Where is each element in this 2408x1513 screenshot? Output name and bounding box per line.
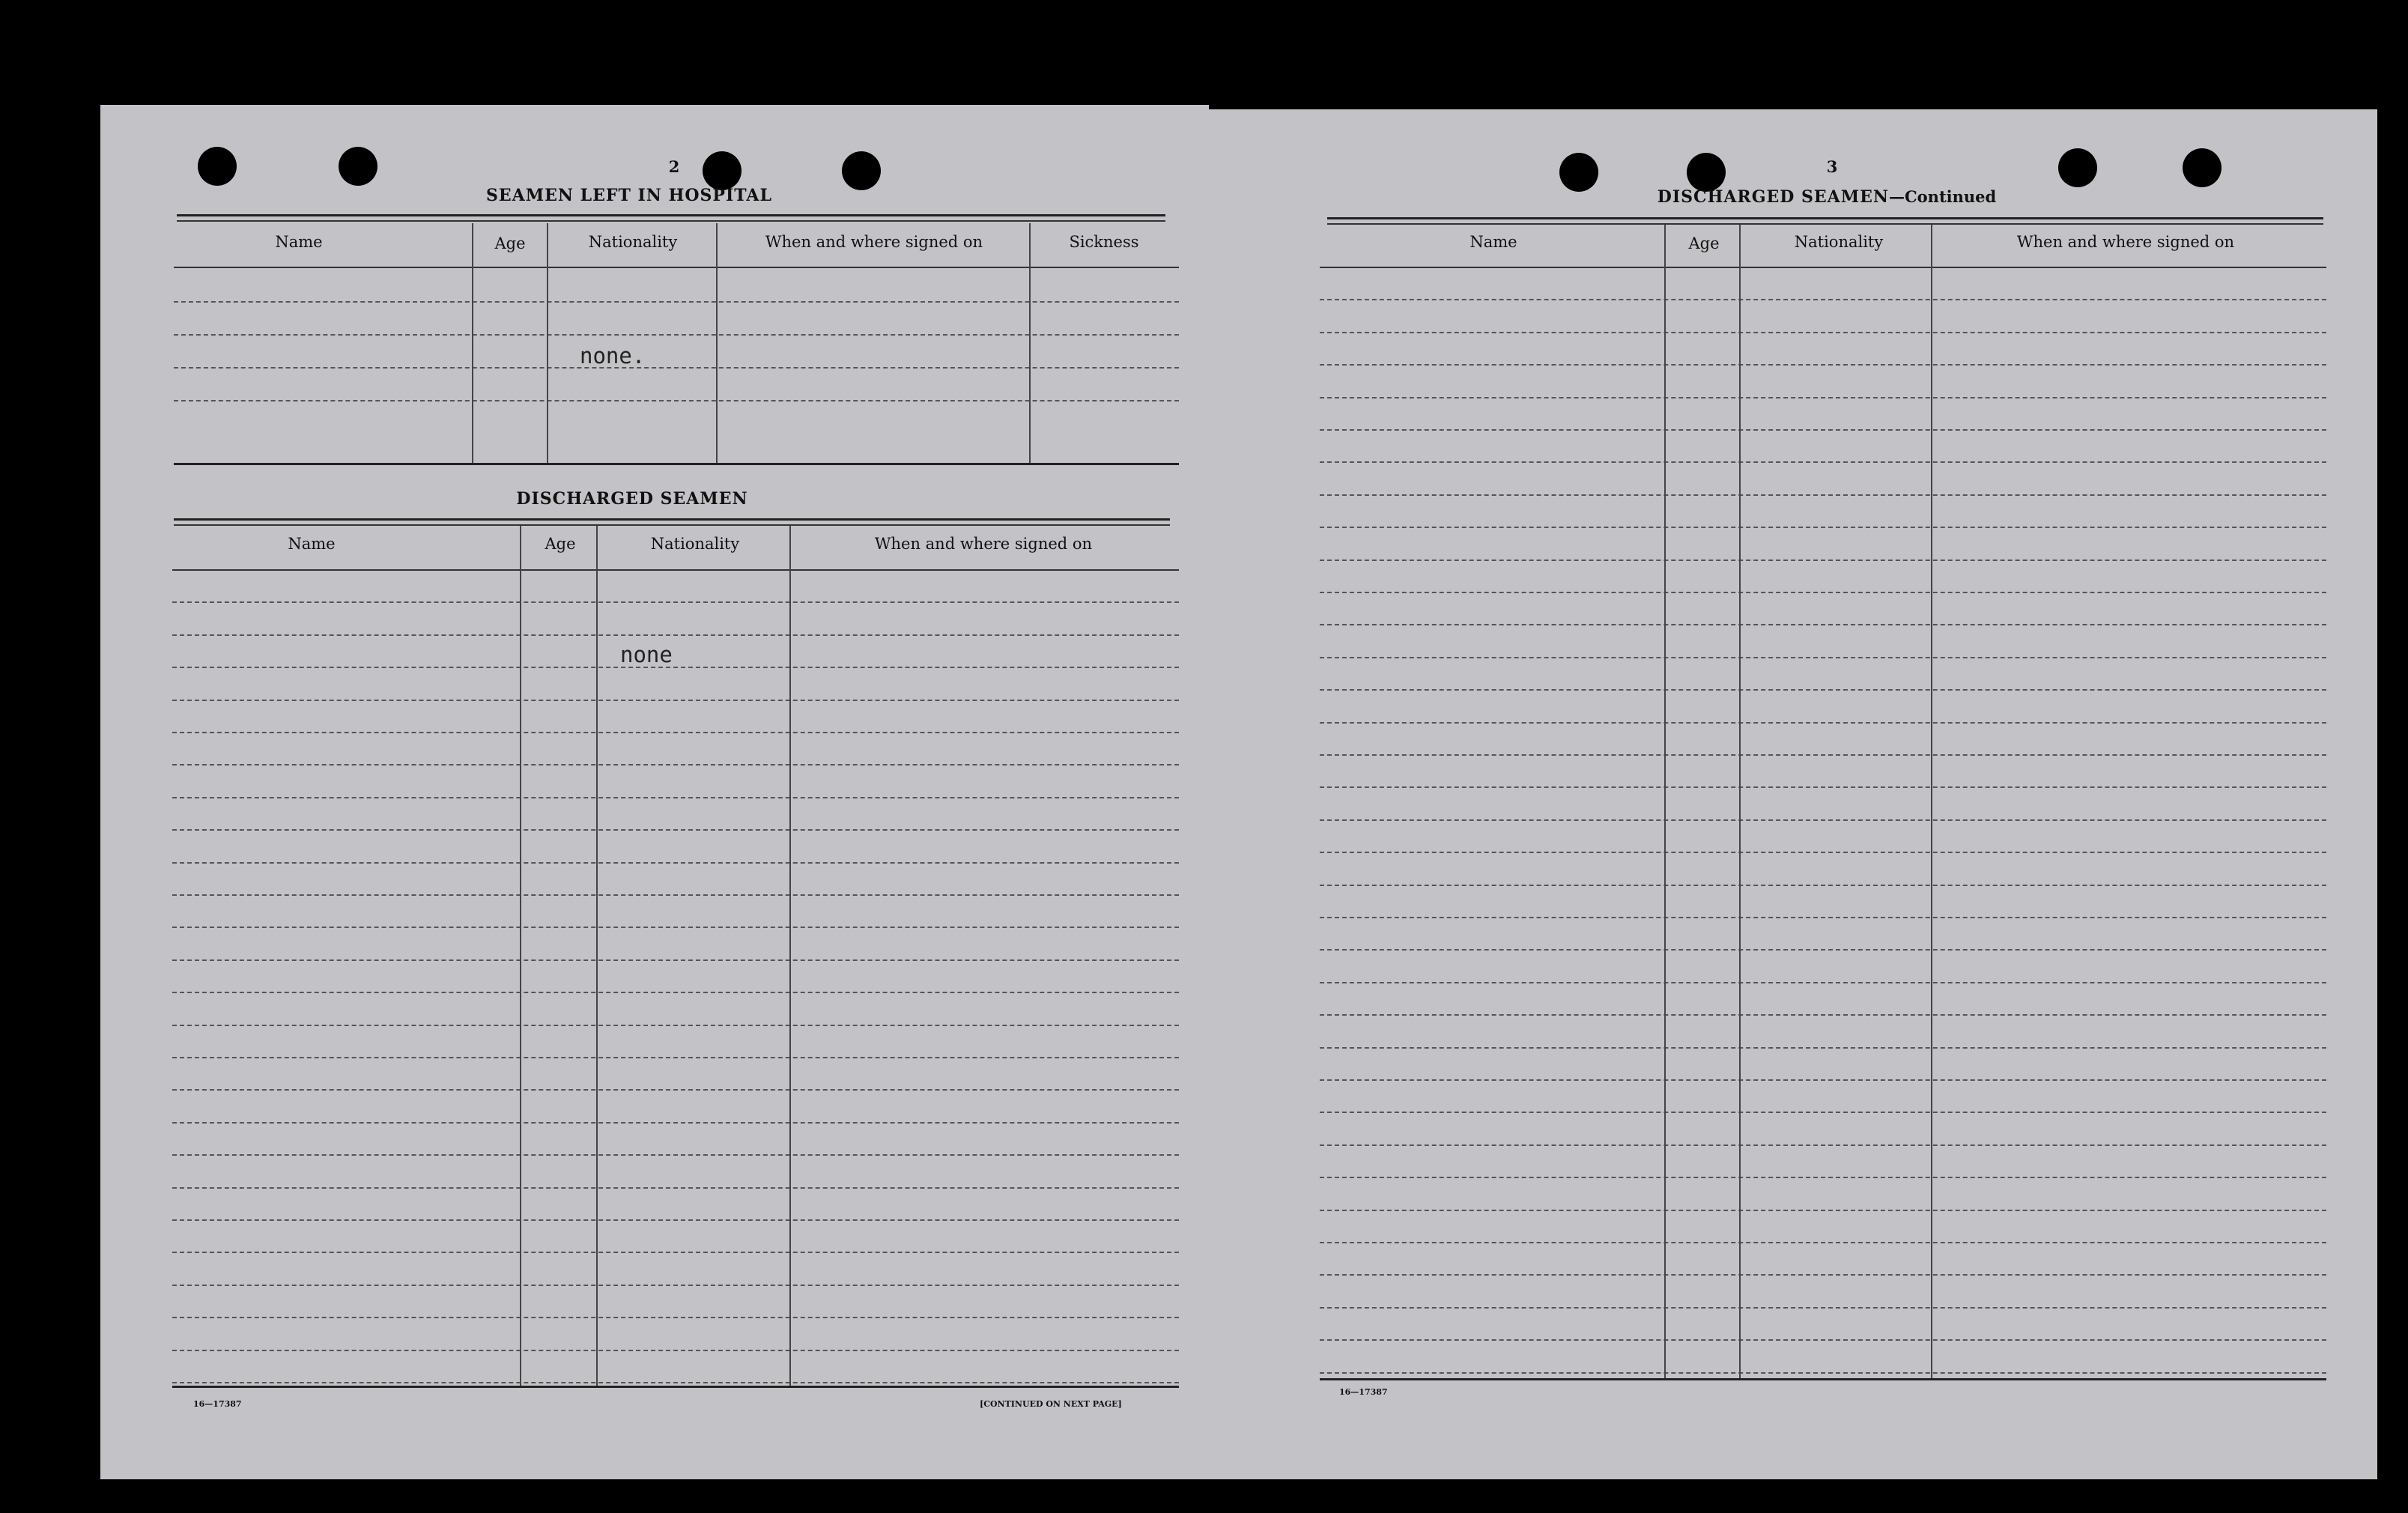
row-line bbox=[172, 1089, 1179, 1091]
row-line bbox=[1320, 1339, 2326, 1341]
right-page bbox=[1209, 109, 2377, 1479]
table-top-rule bbox=[174, 524, 1170, 526]
row-line bbox=[1320, 592, 2326, 593]
punch-hole bbox=[703, 151, 741, 190]
title-main: DISCHARGED SEAMEN bbox=[1657, 187, 1889, 207]
title-suffix: —Continued bbox=[1888, 187, 1997, 206]
row-line bbox=[172, 1154, 1179, 1156]
row-line bbox=[172, 1057, 1179, 1058]
row-line bbox=[172, 764, 1179, 765]
row-line bbox=[1320, 397, 2326, 398]
row-line bbox=[1320, 1144, 2326, 1146]
table-bottom-rule bbox=[1320, 1378, 2326, 1380]
row-line bbox=[172, 959, 1179, 961]
row-line bbox=[1320, 461, 2326, 463]
row-line bbox=[1320, 1014, 2326, 1016]
table-bottom-rule bbox=[174, 463, 1179, 465]
row-line bbox=[172, 894, 1179, 896]
row-line bbox=[1320, 1177, 2326, 1178]
column-header-signed-on: When and where signed on bbox=[2016, 233, 2235, 251]
table-top-rule bbox=[177, 220, 1165, 222]
row-line bbox=[1320, 560, 2326, 561]
row-line bbox=[1320, 885, 2326, 886]
row-line bbox=[1320, 657, 2326, 658]
column-header-nationality: Nationality bbox=[588, 233, 678, 251]
row-line bbox=[1320, 852, 2326, 853]
column-header-sickness: Sickness bbox=[1069, 233, 1139, 251]
punch-hole bbox=[1687, 153, 1726, 192]
column-header-age: Age bbox=[1688, 234, 1720, 252]
punch-hole bbox=[198, 147, 237, 186]
column-divider bbox=[596, 526, 598, 1386]
row-line bbox=[1320, 1372, 2326, 1374]
column-divider bbox=[789, 526, 791, 1386]
row-line bbox=[1320, 1242, 2326, 1243]
column-header-name: Name bbox=[275, 233, 323, 251]
row-line bbox=[1320, 786, 2326, 788]
row-line bbox=[1320, 722, 2326, 724]
row-line bbox=[172, 700, 1179, 701]
hospital-entry: none. bbox=[580, 343, 646, 369]
hospital-section-title: SEAMEN LEFT IN HOSPITAL bbox=[486, 186, 772, 205]
row-line bbox=[1320, 1210, 2326, 1211]
row-line bbox=[172, 1025, 1179, 1026]
row-line bbox=[1320, 819, 2326, 821]
left-page bbox=[100, 105, 1209, 1479]
row-line bbox=[172, 1252, 1179, 1253]
table-bottom-rule bbox=[172, 1386, 1179, 1388]
page-number: 3 bbox=[1826, 157, 1838, 176]
row-line bbox=[172, 927, 1179, 928]
table-top-rule bbox=[1327, 217, 2323, 219]
row-line bbox=[1320, 1274, 2326, 1276]
column-header-signed-on: When and where signed on bbox=[765, 233, 983, 251]
row-line bbox=[1320, 624, 2326, 625]
row-line bbox=[172, 601, 1179, 603]
row-line bbox=[1320, 982, 2326, 983]
column-header-nationality: Nationality bbox=[1794, 233, 1884, 251]
row-line bbox=[172, 1219, 1179, 1221]
table-top-rule bbox=[1327, 223, 2323, 225]
row-line bbox=[174, 301, 1179, 303]
punch-hole bbox=[2183, 148, 2222, 187]
row-line bbox=[172, 1285, 1179, 1286]
header-bottom-rule bbox=[172, 569, 1179, 571]
row-line bbox=[172, 1350, 1179, 1351]
continued-note: [CONTINUED ON NEXT PAGE] bbox=[980, 1399, 1122, 1409]
punch-hole bbox=[842, 151, 881, 190]
row-line bbox=[174, 400, 1179, 401]
row-line bbox=[1320, 1112, 2326, 1113]
column-divider bbox=[1931, 225, 1932, 1378]
row-line bbox=[1320, 917, 2326, 918]
row-line bbox=[1320, 332, 2326, 333]
column-divider bbox=[1664, 225, 1666, 1378]
row-line bbox=[172, 862, 1179, 864]
form-number: 16—17387 bbox=[1339, 1387, 1388, 1397]
column-header-signed-on: When and where signed on bbox=[874, 535, 1093, 553]
row-line bbox=[1320, 949, 2326, 950]
header-bottom-rule bbox=[174, 267, 1179, 268]
discharged-entry: none bbox=[620, 642, 673, 667]
row-line bbox=[1320, 494, 2326, 496]
row-line bbox=[1320, 299, 2326, 300]
column-header-age: Age bbox=[494, 234, 526, 252]
row-line bbox=[172, 732, 1179, 733]
page-number: 2 bbox=[668, 157, 680, 176]
row-line bbox=[172, 634, 1179, 636]
row-line bbox=[172, 992, 1179, 993]
row-line bbox=[172, 1382, 1179, 1383]
column-divider bbox=[472, 223, 473, 463]
column-divider bbox=[1029, 223, 1031, 463]
row-line bbox=[1320, 754, 2326, 756]
row-line bbox=[174, 334, 1179, 336]
column-header-nationality: Nationality bbox=[650, 535, 740, 553]
punch-hole bbox=[1559, 153, 1598, 192]
row-line bbox=[172, 829, 1179, 831]
column-header-name: Name bbox=[288, 535, 336, 553]
row-line bbox=[172, 1122, 1179, 1124]
row-line bbox=[1320, 429, 2326, 431]
discharged-section-title: DISCHARGED SEAMEN bbox=[516, 489, 748, 509]
row-line bbox=[1320, 527, 2326, 528]
row-line bbox=[1320, 364, 2326, 366]
row-line bbox=[174, 367, 1179, 369]
punch-hole bbox=[2058, 148, 2097, 187]
row-line bbox=[172, 667, 1179, 668]
punch-hole bbox=[339, 147, 377, 186]
header-bottom-rule bbox=[1320, 267, 2326, 268]
column-header-name: Name bbox=[1470, 233, 1517, 251]
row-line bbox=[1320, 689, 2326, 691]
row-line bbox=[1320, 1047, 2326, 1049]
discharged-continued-title bbox=[1613, 187, 2040, 207]
column-divider bbox=[1739, 225, 1741, 1378]
row-line bbox=[172, 1317, 1179, 1318]
column-divider bbox=[716, 223, 718, 463]
form-number: 16—17387 bbox=[193, 1399, 242, 1409]
row-line bbox=[172, 1187, 1179, 1189]
row-line bbox=[1320, 1307, 2326, 1309]
column-divider bbox=[520, 526, 521, 1386]
row-line bbox=[1320, 1079, 2326, 1081]
table-top-rule bbox=[174, 518, 1170, 521]
column-divider bbox=[547, 223, 548, 463]
table-top-rule bbox=[177, 214, 1165, 216]
row-line bbox=[172, 797, 1179, 798]
column-header-age: Age bbox=[545, 535, 576, 553]
